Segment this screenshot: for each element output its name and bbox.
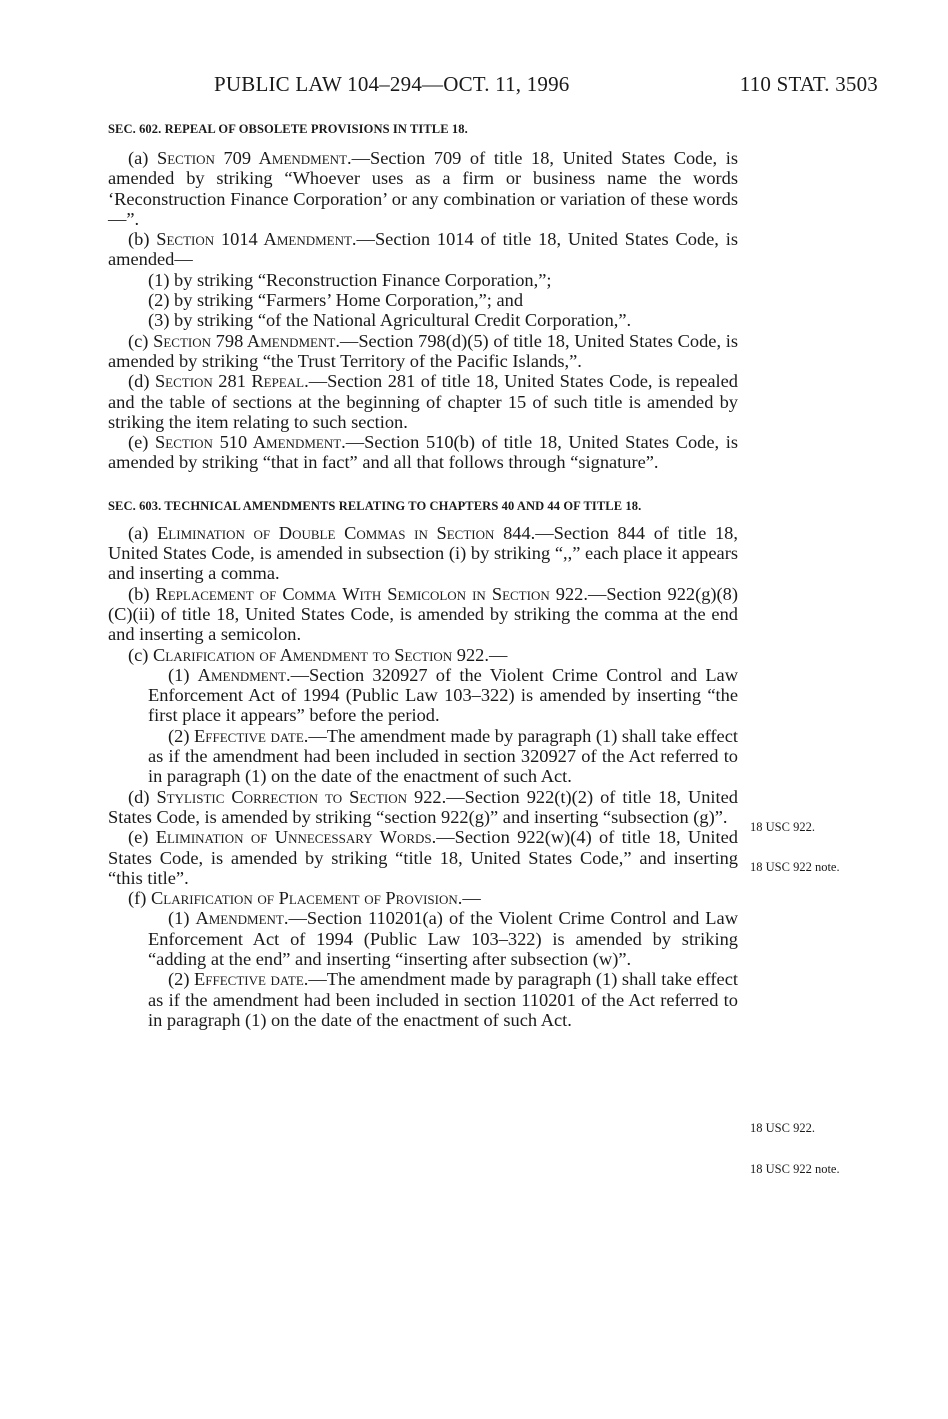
sec602-e-caption: Section 510 Amendment.: [155, 432, 346, 453]
public-law-citation: PUBLIC LAW 104–294—OCT. 11, 1996: [214, 72, 570, 96]
sec603-e-paragraph: (e) Elimination of Unnecessary Words.—Section 922(w)(4) of title 18, United States Code, is amended by striking “title 18, United States Code,” and inserting “this title”.: [108, 827, 738, 888]
sec602-c-caption: Section 798 Amendment.: [153, 330, 340, 351]
sec602-d-caption: Section 281 Repeal.: [154, 371, 309, 392]
sec602-e-paragraph: (e) Section 510 Amendment.—Section 510(b) of title 18, United States Code, is amended by striking “that in fact” and all that follows through “signature”.: [108, 432, 738, 473]
sec603-c-caption: Clarification of Amendment to Section 922.: [153, 644, 489, 665]
running-head: [108, 72, 878, 102]
sec602-a-paragraph: (a) Section 709 Amendment.—Section 709 of title 18, United States Code, is amended by striking “Whoever uses as a firm or business name the words ‘Reconstruction Finance Corporation’ or any combination or variation of these words—”.: [108, 148, 738, 229]
sec602-b3-paragraph: (3) by striking “of the National Agricultural Credit Corporation,”.: [148, 310, 632, 331]
sec603-a-caption: Elimination of Double Commas in Section 844.: [157, 522, 536, 543]
sec602-a-caption: Section 709 Amendment.: [157, 148, 352, 168]
sec603-b-caption: Replacement of Comma With Semicolon in Section 922.: [155, 583, 588, 604]
sec603-c1-caption: Amendment.: [197, 664, 291, 685]
sec603-c1-paragraph: (1) Amendment.—Section 320927 of the Violent Crime Control and Law Enforcement Act of 1994 (Public Law 103–322) is amended by inserting “the first place it appears” before the period.: [148, 664, 738, 726]
sec603-d-paragraph: (d) Stylistic Correction to Section 922.—Section 922(t)(2) of title 18, United States Code, is amended by striking “section 922(g)” and inserting “subsection (g)”.: [108, 786, 738, 827]
margin-note-usc: 18 USC 922.: [750, 820, 815, 834]
margin-note-usc-note: 18 USC 922 note.: [750, 860, 840, 874]
margin-note-usc-note: 18 USC 922 note.: [750, 1162, 840, 1176]
sec603-a-paragraph: (a) Elimination of Double Commas in Section 844.—Section 844 of title 18, United States Code, is amended in subsection (i) by striking “,,” each place it appears and inserting a comma.: [108, 522, 738, 584]
sec603-f1-caption: Amendment.: [195, 908, 289, 929]
sec603-d-caption: Stylistic Correction to Section 922.: [156, 786, 447, 807]
sec602-b-paragraph: (b) Section 1014 Amendment.—Section 1014 of title 18, United States Code, is amended—: [108, 229, 738, 270]
body-text: [108, 120, 738, 1030]
sec603-b-paragraph: (b) Replacement of Comma With Semicolon in Section 922.—Section 922(g)(8)(C)(ii) of title 18, United States Code, is amended by striking the comma at the end and inserting a semicolon.: [108, 583, 738, 645]
sec603-f1-paragraph: (1) Amendment.—Section 110201(a) of the Violent Crime Control and Law Enforcement Act of 1994 (Public Law 103–322) is amended by striking “adding at the end” and inserting “inserting after subsection (w)”.: [148, 908, 738, 969]
sec603-f-caption: Clarification of Placement of Provision.: [150, 888, 463, 909]
statutes-page-number: 110 STAT. 3503: [739, 72, 878, 96]
sec603-c-paragraph: (c) Clarification of Amendment to Section 922.—: [128, 644, 508, 665]
sec603-f2-caption: Effective date.: [194, 969, 309, 990]
section-603-heading: SEC. 603. TECHNICAL AMENDMENTS RELATING TO CHAPTERS 40 AND 44 OF TITLE 18.: [108, 498, 642, 513]
sec603-f-paragraph: (f) Clarification of Placement of Provision.—: [128, 888, 481, 909]
section-602-heading: SEC. 602. REPEAL OF OBSOLETE PROVISIONS IN TITLE 18.: [108, 122, 468, 136]
sec603-c2-caption: Effective date.: [194, 725, 309, 746]
sec602-d-paragraph: (d) Section 281 Repeal.—Section 281 of title 18, United States Code, is repealed and the table of sections at the beginning of chapter 15 of such title is amended by striking the item relating to such section.: [108, 371, 739, 432]
sec602-b1-paragraph: (1) by striking “Reconstruction Finance Corporation,”;: [148, 269, 552, 290]
sec603-f2-paragraph: (2) Effective date.—The amendment made by paragraph (1) shall take effect as if the amendment had been included in section 110201 of the Act referred to in paragraph (1) on the date of the enactment of such Act.: [148, 969, 738, 1030]
sec602-b2-paragraph: (2) by striking “Farmers’ Home Corporation,”; and: [148, 290, 524, 311]
sec603-e-caption: Elimination of Unnecessary Words.: [155, 827, 437, 848]
sec602-c-paragraph: (c) Section 798 Amendment.—Section 798(d)(5) of title 18, United States Code, is amended by striking “the Trust Territory of the Pacific Islands,”.: [108, 330, 738, 371]
sec603-c2-paragraph: (2) Effective date.—The amendment made by paragraph (1) shall take effect as if the amendment had been included in section 320927 of the Act referred to in paragraph (1) on the date of the enactment of such Act.: [148, 725, 738, 787]
margin-note-usc: 18 USC 922.: [750, 1121, 815, 1135]
sec602-b-caption: Section 1014 Amendment.: [156, 229, 357, 250]
